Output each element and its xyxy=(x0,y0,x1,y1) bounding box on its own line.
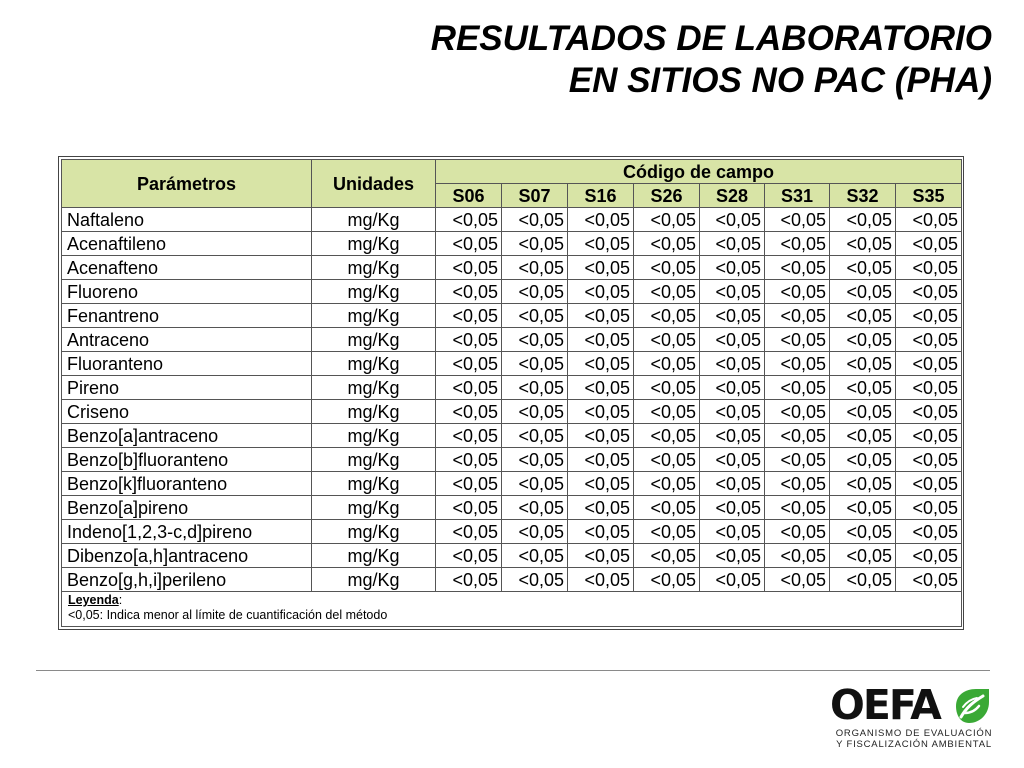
value-cell: <0,05 xyxy=(568,424,634,448)
value-cell: <0,05 xyxy=(765,232,830,256)
value-cell: <0,05 xyxy=(634,352,700,376)
value-cell: <0,05 xyxy=(634,208,700,232)
unit-cell: mg/Kg xyxy=(312,232,436,256)
value-cell: <0,05 xyxy=(700,424,765,448)
unit-cell: mg/Kg xyxy=(312,208,436,232)
value-cell: <0,05 xyxy=(765,304,830,328)
value-cell: <0,05 xyxy=(568,568,634,592)
param-cell: Benzo[k]fluoranteno xyxy=(62,472,312,496)
value-cell: <0,05 xyxy=(765,352,830,376)
value-cell: <0,05 xyxy=(765,208,830,232)
value-cell: <0,05 xyxy=(502,232,568,256)
legend-row xyxy=(62,592,962,627)
unit-cell: mg/Kg xyxy=(312,256,436,280)
value-cell: <0,05 xyxy=(830,208,896,232)
value-cell: <0,05 xyxy=(502,544,568,568)
legend-text: <0,05: Indica menor al límite de cuantificación del método xyxy=(68,608,388,622)
value-cell: <0,05 xyxy=(700,472,765,496)
value-cell: <0,05 xyxy=(896,400,962,424)
value-cell: <0,05 xyxy=(896,256,962,280)
legend-cell xyxy=(62,592,962,627)
value-cell: <0,05 xyxy=(765,400,830,424)
value-cell: <0,05 xyxy=(502,256,568,280)
value-cell: <0,05 xyxy=(436,520,502,544)
table-row xyxy=(62,568,962,592)
value-cell: <0,05 xyxy=(436,304,502,328)
table-row xyxy=(62,256,962,280)
unit-cell: mg/Kg xyxy=(312,280,436,304)
value-cell: <0,05 xyxy=(634,400,700,424)
param-cell: Acenaftileno xyxy=(62,232,312,256)
value-cell: <0,05 xyxy=(896,208,962,232)
logo-subtitle-line-1: ORGANISMO DE EVALUACIÓN xyxy=(835,728,993,739)
value-cell: <0,05 xyxy=(568,328,634,352)
value-cell: <0,05 xyxy=(634,376,700,400)
table-row xyxy=(62,328,962,352)
param-cell: Fenantreno xyxy=(62,304,312,328)
value-cell: <0,05 xyxy=(568,496,634,520)
header-code-s32: S32 xyxy=(830,184,896,208)
leaf-icon xyxy=(952,686,992,726)
value-cell: <0,05 xyxy=(765,256,830,280)
value-cell: <0,05 xyxy=(830,280,896,304)
table-row xyxy=(62,472,962,496)
value-cell: <0,05 xyxy=(502,328,568,352)
value-cell: <0,05 xyxy=(568,544,634,568)
value-cell: <0,05 xyxy=(896,568,962,592)
value-cell: <0,05 xyxy=(896,304,962,328)
value-cell: <0,05 xyxy=(568,520,634,544)
footer-divider xyxy=(36,670,990,671)
param-cell: Pireno xyxy=(62,376,312,400)
value-cell: <0,05 xyxy=(896,328,962,352)
header-code-s28: S28 xyxy=(700,184,765,208)
header-code-s26: S26 xyxy=(634,184,700,208)
value-cell: <0,05 xyxy=(634,496,700,520)
unit-cell: mg/Kg xyxy=(312,472,436,496)
param-cell: Benzo[g,h,i]perileno xyxy=(62,568,312,592)
param-cell: Naftaleno xyxy=(62,208,312,232)
value-cell: <0,05 xyxy=(634,232,700,256)
value-cell: <0,05 xyxy=(502,352,568,376)
value-cell: <0,05 xyxy=(896,352,962,376)
value-cell: <0,05 xyxy=(830,520,896,544)
unit-cell: mg/Kg xyxy=(312,328,436,352)
value-cell: <0,05 xyxy=(830,400,896,424)
value-cell: <0,05 xyxy=(765,328,830,352)
value-cell: <0,05 xyxy=(896,544,962,568)
param-cell: Fluoreno xyxy=(62,280,312,304)
results-table-frame xyxy=(58,156,964,630)
value-cell: <0,05 xyxy=(568,376,634,400)
unit-cell: mg/Kg xyxy=(312,352,436,376)
header-code-s16: S16 xyxy=(568,184,634,208)
param-cell: Indeno[1,2,3-c,d]pireno xyxy=(62,520,312,544)
table-row xyxy=(62,544,962,568)
unit-cell: mg/Kg xyxy=(312,496,436,520)
header-code-s31: S31 xyxy=(765,184,830,208)
value-cell: <0,05 xyxy=(634,280,700,304)
value-cell: <0,05 xyxy=(700,544,765,568)
logo-subtitle xyxy=(834,728,994,750)
param-cell: Acenafteno xyxy=(62,256,312,280)
value-cell: <0,05 xyxy=(765,496,830,520)
table-row xyxy=(62,376,962,400)
value-cell: <0,05 xyxy=(502,496,568,520)
value-cell: <0,05 xyxy=(830,304,896,328)
value-cell: <0,05 xyxy=(436,256,502,280)
header-code-s07: S07 xyxy=(502,184,568,208)
value-cell: <0,05 xyxy=(568,280,634,304)
value-cell: <0,05 xyxy=(436,328,502,352)
value-cell: <0,05 xyxy=(830,256,896,280)
value-cell: <0,05 xyxy=(896,424,962,448)
value-cell: <0,05 xyxy=(830,232,896,256)
oefa-logo xyxy=(828,681,994,756)
value-cell: <0,05 xyxy=(830,568,896,592)
value-cell: <0,05 xyxy=(436,568,502,592)
value-cell: <0,05 xyxy=(568,232,634,256)
value-cell: <0,05 xyxy=(634,256,700,280)
header-code-s35: S35 xyxy=(896,184,962,208)
value-cell: <0,05 xyxy=(436,448,502,472)
value-cell: <0,05 xyxy=(830,424,896,448)
unit-cell: mg/Kg xyxy=(312,448,436,472)
value-cell: <0,05 xyxy=(634,448,700,472)
value-cell: <0,05 xyxy=(634,304,700,328)
value-cell: <0,05 xyxy=(765,472,830,496)
value-cell: <0,05 xyxy=(700,232,765,256)
value-cell: <0,05 xyxy=(830,496,896,520)
value-cell: <0,05 xyxy=(765,448,830,472)
value-cell: <0,05 xyxy=(502,448,568,472)
header-codigo-de-campo: Código de campo xyxy=(436,160,962,184)
value-cell: <0,05 xyxy=(700,256,765,280)
value-cell: <0,05 xyxy=(830,448,896,472)
value-cell: <0,05 xyxy=(634,568,700,592)
value-cell: <0,05 xyxy=(830,544,896,568)
unit-cell: mg/Kg xyxy=(312,400,436,424)
table-row xyxy=(62,400,962,424)
value-cell: <0,05 xyxy=(568,208,634,232)
value-cell: <0,05 xyxy=(765,280,830,304)
value-cell: <0,05 xyxy=(634,544,700,568)
value-cell: <0,05 xyxy=(568,256,634,280)
value-cell: <0,05 xyxy=(700,328,765,352)
param-cell: Dibenzo[a,h]antraceno xyxy=(62,544,312,568)
value-cell: <0,05 xyxy=(896,520,962,544)
header-unidades: Unidades xyxy=(312,160,436,208)
table-row xyxy=(62,208,962,232)
value-cell: <0,05 xyxy=(896,448,962,472)
param-cell: Benzo[a]antraceno xyxy=(62,424,312,448)
table-row xyxy=(62,520,962,544)
value-cell: <0,05 xyxy=(568,304,634,328)
value-cell: <0,05 xyxy=(765,424,830,448)
value-cell: <0,05 xyxy=(700,280,765,304)
value-cell: <0,05 xyxy=(502,472,568,496)
legend-colon: : xyxy=(118,593,123,607)
table-row xyxy=(62,280,962,304)
value-cell: <0,05 xyxy=(765,568,830,592)
unit-cell: mg/Kg xyxy=(312,424,436,448)
value-cell: <0,05 xyxy=(436,472,502,496)
value-cell: <0,05 xyxy=(502,400,568,424)
value-cell: <0,05 xyxy=(896,472,962,496)
value-cell: <0,05 xyxy=(502,208,568,232)
table-row xyxy=(62,424,962,448)
value-cell: <0,05 xyxy=(765,544,830,568)
results-table xyxy=(61,159,962,627)
value-cell: <0,05 xyxy=(700,208,765,232)
value-cell: <0,05 xyxy=(436,496,502,520)
header-parametros: Parámetros xyxy=(62,160,312,208)
value-cell: <0,05 xyxy=(502,376,568,400)
value-cell: <0,05 xyxy=(436,232,502,256)
value-cell: <0,05 xyxy=(436,352,502,376)
logo-subtitle-line-2: Y FISCALIZACIÓN AMBIENTAL xyxy=(836,739,992,750)
value-cell: <0,05 xyxy=(436,400,502,424)
unit-cell: mg/Kg xyxy=(312,544,436,568)
param-cell: Benzo[a]pireno xyxy=(62,496,312,520)
page-title xyxy=(431,18,992,102)
value-cell: <0,05 xyxy=(502,568,568,592)
param-cell: Antraceno xyxy=(62,328,312,352)
value-cell: <0,05 xyxy=(436,280,502,304)
value-cell: <0,05 xyxy=(502,424,568,448)
value-cell: <0,05 xyxy=(896,280,962,304)
value-cell: <0,05 xyxy=(502,520,568,544)
table-body xyxy=(62,208,962,592)
value-cell: <0,05 xyxy=(765,520,830,544)
param-cell: Benzo[b]fluoranteno xyxy=(62,448,312,472)
value-cell: <0,05 xyxy=(436,208,502,232)
value-cell: <0,05 xyxy=(634,328,700,352)
table-row xyxy=(62,448,962,472)
value-cell: <0,05 xyxy=(896,376,962,400)
value-cell: <0,05 xyxy=(700,496,765,520)
table-row xyxy=(62,304,962,328)
value-cell: <0,05 xyxy=(700,520,765,544)
param-cell: Criseno xyxy=(62,400,312,424)
value-cell: <0,05 xyxy=(700,376,765,400)
value-cell: <0,05 xyxy=(830,472,896,496)
logo-wordmark: OEFA xyxy=(830,681,940,729)
value-cell: <0,05 xyxy=(765,376,830,400)
header-code-s06: S06 xyxy=(436,184,502,208)
table-row xyxy=(62,352,962,376)
value-cell: <0,05 xyxy=(700,568,765,592)
table-row xyxy=(62,496,962,520)
value-cell: <0,05 xyxy=(502,304,568,328)
value-cell: <0,05 xyxy=(502,280,568,304)
value-cell: <0,05 xyxy=(568,472,634,496)
unit-cell: mg/Kg xyxy=(312,568,436,592)
value-cell: <0,05 xyxy=(634,472,700,496)
value-cell: <0,05 xyxy=(436,376,502,400)
unit-cell: mg/Kg xyxy=(312,304,436,328)
value-cell: <0,05 xyxy=(436,544,502,568)
param-cell: Fluoranteno xyxy=(62,352,312,376)
legend-title: Leyenda xyxy=(68,593,119,607)
value-cell: <0,05 xyxy=(700,400,765,424)
value-cell: <0,05 xyxy=(700,304,765,328)
value-cell: <0,05 xyxy=(830,352,896,376)
value-cell: <0,05 xyxy=(436,424,502,448)
value-cell: <0,05 xyxy=(896,496,962,520)
value-cell: <0,05 xyxy=(700,352,765,376)
value-cell: <0,05 xyxy=(568,448,634,472)
table-row xyxy=(62,232,962,256)
value-cell: <0,05 xyxy=(700,448,765,472)
value-cell: <0,05 xyxy=(830,328,896,352)
value-cell: <0,05 xyxy=(634,520,700,544)
value-cell: <0,05 xyxy=(634,424,700,448)
unit-cell: mg/Kg xyxy=(312,376,436,400)
value-cell: <0,05 xyxy=(568,352,634,376)
value-cell: <0,05 xyxy=(830,376,896,400)
unit-cell: mg/Kg xyxy=(312,520,436,544)
title-line-2: EN SITIOS NO PAC (PHA) xyxy=(568,61,992,100)
title-line-1: RESULTADOS DE LABORATORIO xyxy=(430,19,992,58)
value-cell: <0,05 xyxy=(568,400,634,424)
value-cell: <0,05 xyxy=(896,232,962,256)
